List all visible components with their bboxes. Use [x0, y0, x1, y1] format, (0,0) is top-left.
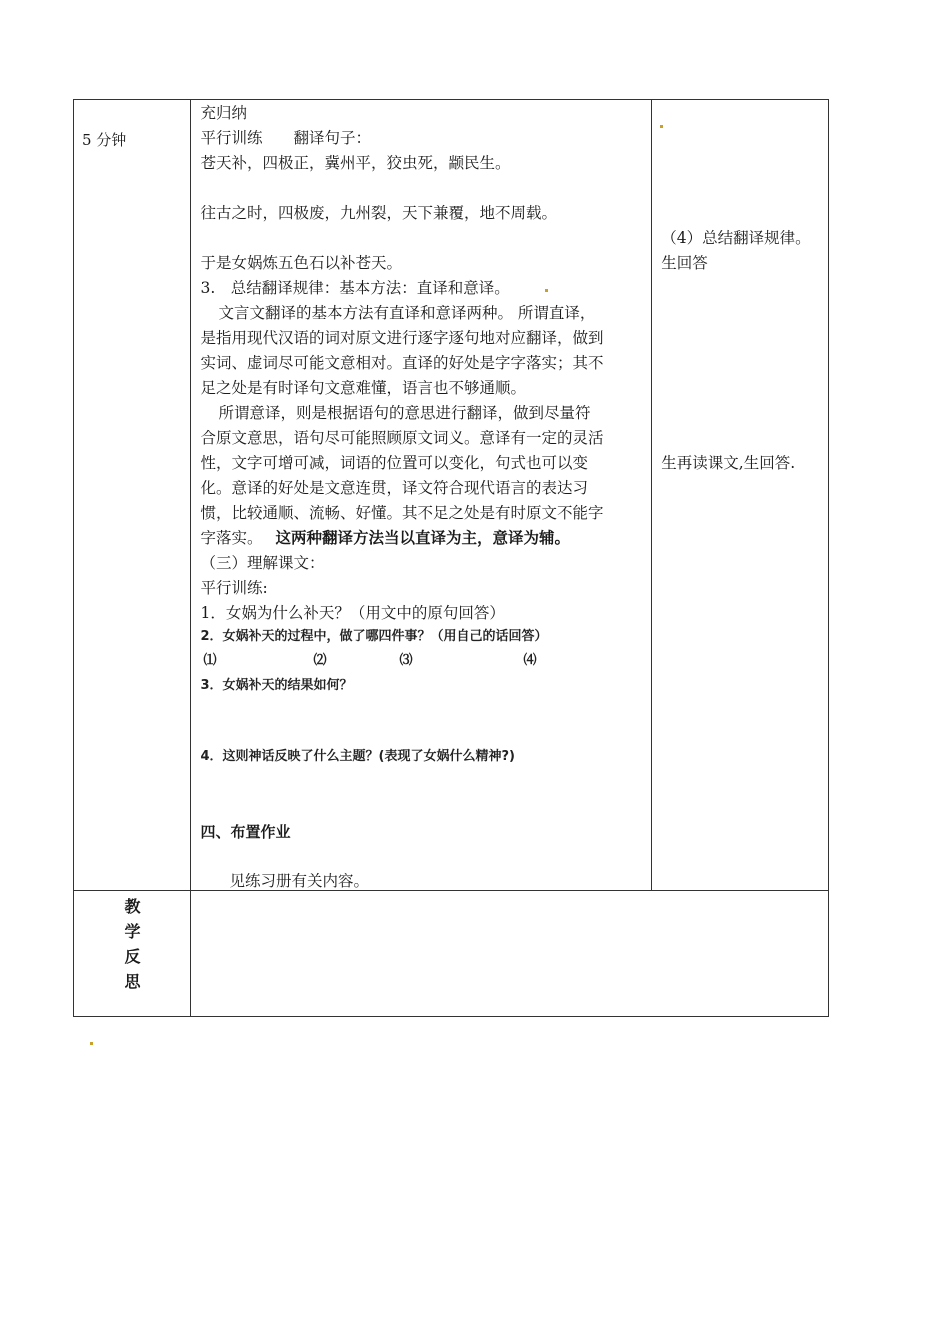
question-2: 2．女娲补天的过程中，做了哪四件事？（用自己的话回答） [200, 629, 548, 644]
reflection-row [74, 891, 829, 1017]
section-heading: （三）理解课文： [200, 554, 325, 572]
text-line: 于是女娲炼五色石以补苍天。 [200, 254, 402, 272]
activity-line: 生回答 [661, 254, 708, 272]
reflection-label-char: 教 [124, 897, 141, 916]
time-cell [74, 100, 191, 891]
scan-speck [545, 289, 548, 292]
reflection-content-cell [191, 891, 829, 1017]
answer-slot: ⑷ [523, 653, 537, 668]
text-line: 往古之时，四极废，九州裂，天下兼覆，地不周载。 [200, 204, 557, 222]
activity-cell [652, 100, 829, 891]
text-line: 文言文翻译的基本方法有直译和意译两种。 所谓直译， [218, 304, 596, 322]
text-line: 充归纳 [200, 104, 247, 122]
homework-text: 见练习册有关内容。 [229, 872, 369, 890]
text-line: 实词、虚词尽可能文意相对。直译的好处是字字落实；其不 [200, 354, 604, 372]
text-line: 化。意译的好处是文意连贯，译文符合现代语言的表达习 [200, 479, 588, 497]
question-1: 1．女娲为什么补天？（用文中的原句回答） [200, 604, 505, 622]
question-3: 3．女娲补天的结果如何？ [200, 678, 353, 693]
content-cell [191, 100, 652, 891]
answer-slot: ⑴ [203, 653, 217, 668]
text-line: 惯，比较通顺、流畅、好懂。其不足之处是有时原文不能字 [200, 504, 604, 522]
text-line: 是指用现代汉语的词对原文进行逐字逐句地对应翻译，做到 [200, 329, 604, 347]
lesson-row [74, 100, 829, 891]
reflection-label-char: 思 [124, 972, 141, 991]
text-line: 性，文字可增可减，词语的位置可以变化，句式也可以变 [200, 454, 588, 472]
activity-line: 生再读课文,生回答. [661, 454, 796, 472]
activity-line: （4）总结翻译规律。 [661, 229, 811, 247]
text-line: 足之处是有时译句文意难懂，语言也不够通顺。 [200, 379, 526, 397]
time-duration: 5 分钟 [82, 131, 127, 149]
answer-slot: ⑶ [399, 653, 413, 668]
homework-heading: 四、布置作业 [200, 823, 291, 841]
question-4: 4．这则神话反映了什么主题？(表现了女娲什么精神?) [200, 749, 515, 764]
text-line: 苍天补，四极正，冀州平，狡虫死，颛民生。 [200, 154, 511, 172]
text-line: 合原文意思，语句尽可能照顾原文词义。意译有一定的灵活 [200, 429, 604, 447]
bold-statement: 这两种翻译方法当以直译为主，意译为辅。 [275, 528, 570, 547]
scan-speck [660, 125, 663, 128]
answer-slot: ⑵ [313, 653, 327, 668]
reflection-label-char: 学 [124, 922, 141, 941]
text-line: 平行训练 翻译句子： [200, 129, 371, 147]
scan-speck [90, 1042, 93, 1045]
lesson-plan-table [73, 99, 829, 1017]
text-line: 平行训练: [200, 579, 268, 597]
text-line: 字落实。 [200, 529, 263, 547]
reflection-label-cell [74, 891, 191, 1017]
reflection-label-char: 反 [124, 947, 141, 966]
text-line: 所谓意译，则是根据语句的意思进行翻译，做到尽量符 [218, 404, 591, 422]
text-line: 3. 总结翻译规律：基本方法：直译和意译。 [200, 279, 510, 297]
